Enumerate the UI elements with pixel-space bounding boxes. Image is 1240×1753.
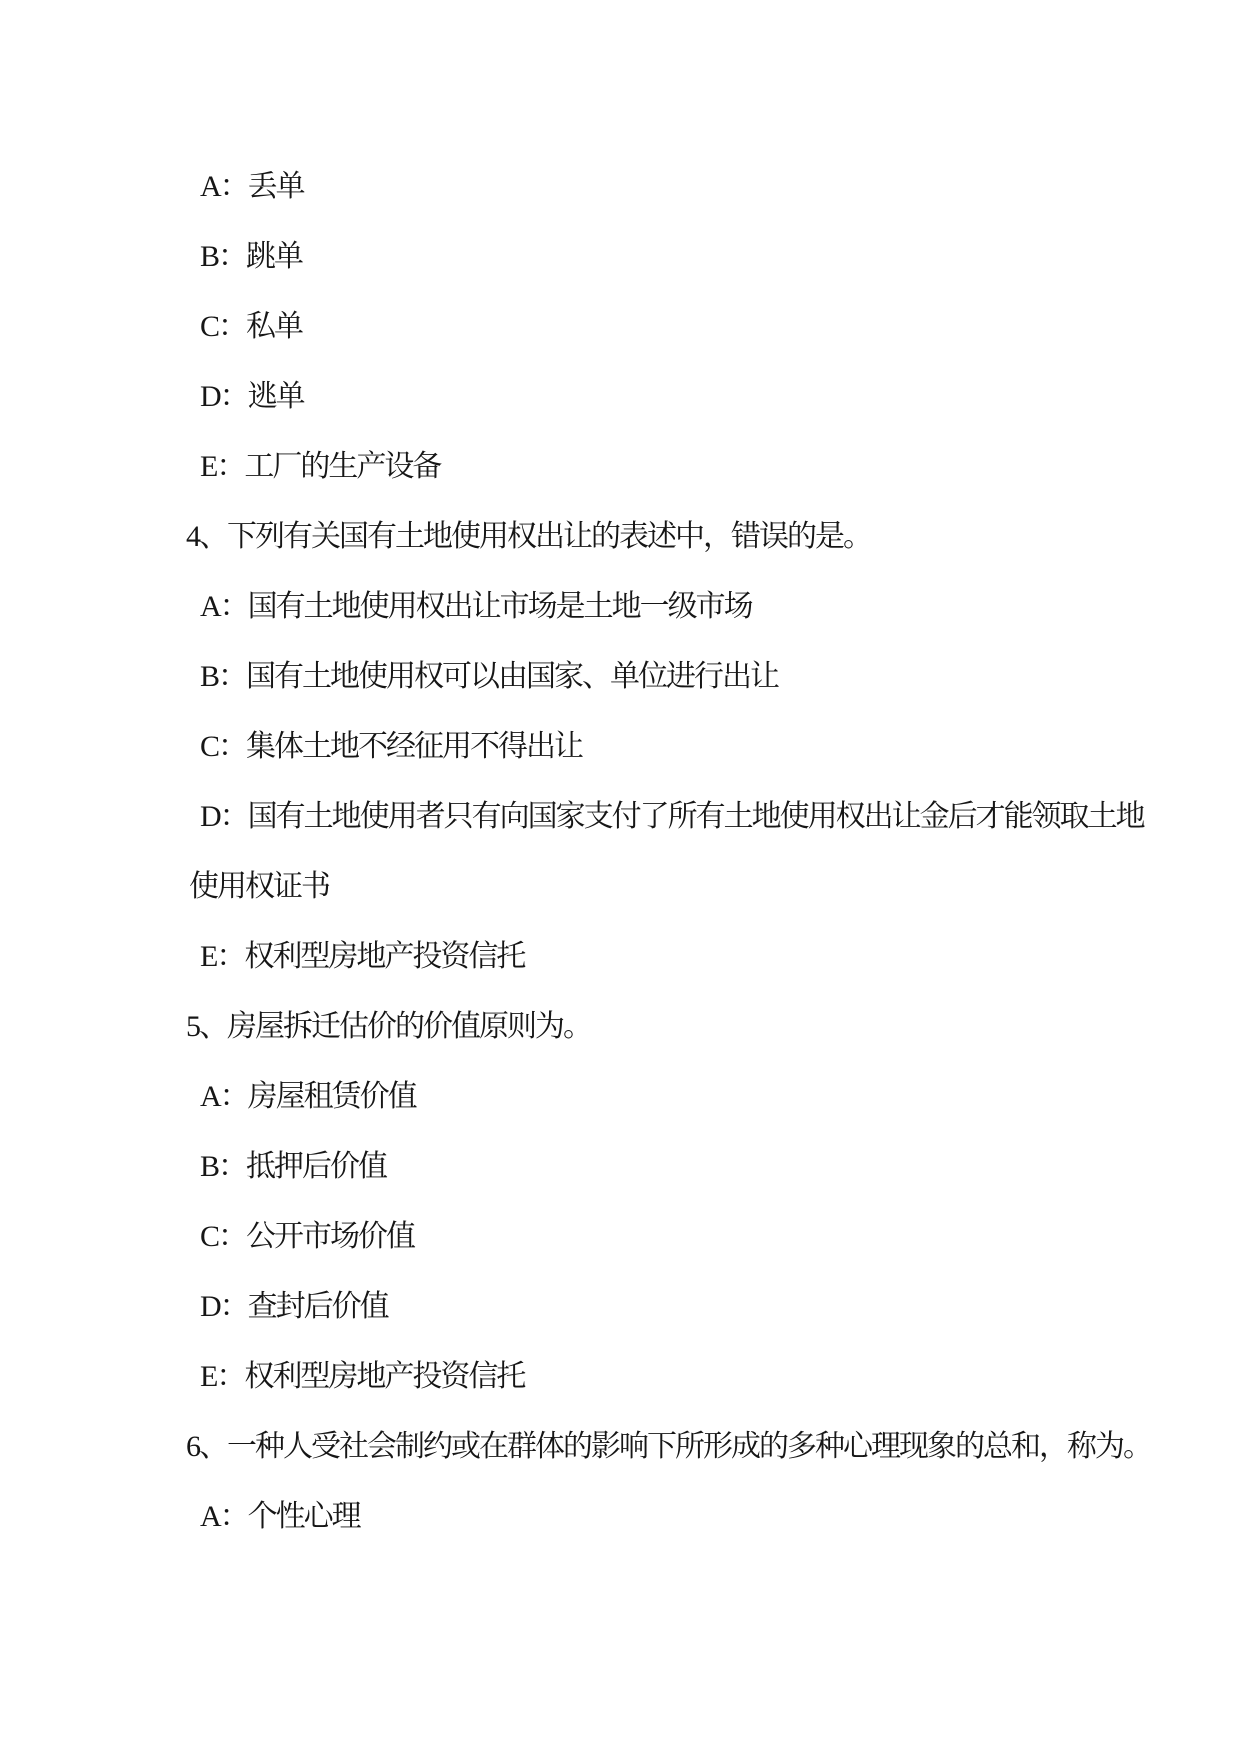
option-text: B：国有土地使用权可以由国家、单位进行出让 bbox=[200, 660, 779, 693]
option-text: E：工厂的生产设备 bbox=[200, 450, 441, 483]
option-text: B：抵押后价值 bbox=[200, 1150, 387, 1183]
option-text: E：权利型房地产投资信托 bbox=[200, 1360, 525, 1393]
option-text: D：国有土地使用者只有向国家支付了所有土地使用权出让金后才能领取土地 bbox=[200, 800, 1144, 833]
option-text: C：公开市场价值 bbox=[200, 1220, 415, 1253]
question-text: 4、下列有关国有土地使用权出让的表述中，错误的是。 bbox=[186, 520, 871, 553]
option-text: A：房屋租赁价值 bbox=[200, 1080, 416, 1113]
question-text: 6、一种人受社会制约或在群体的影响下所形成的多种心理现象的总和，称为。 bbox=[186, 1430, 1151, 1463]
option-text: C：私单 bbox=[200, 310, 303, 343]
question-text: 5、房屋拆迁估价的价值原则为。 bbox=[186, 1010, 591, 1043]
option-text: A：个性心理 bbox=[200, 1500, 360, 1533]
document-page bbox=[0, 152, 1240, 1552]
option-text: A：国有土地使用权出让市场是土地一级市场 bbox=[200, 590, 752, 623]
option-text: D：查封后价值 bbox=[200, 1290, 388, 1323]
option-text: E：权利型房地产投资信托 bbox=[200, 940, 525, 973]
option-text: D：逃单 bbox=[200, 380, 304, 413]
option-continuation-text: 使用权证书 bbox=[189, 870, 329, 903]
option-text: A：丢单 bbox=[200, 170, 304, 203]
option-text: C：集体土地不经征用不得出让 bbox=[200, 730, 583, 763]
option-text: B：跳单 bbox=[200, 240, 303, 273]
